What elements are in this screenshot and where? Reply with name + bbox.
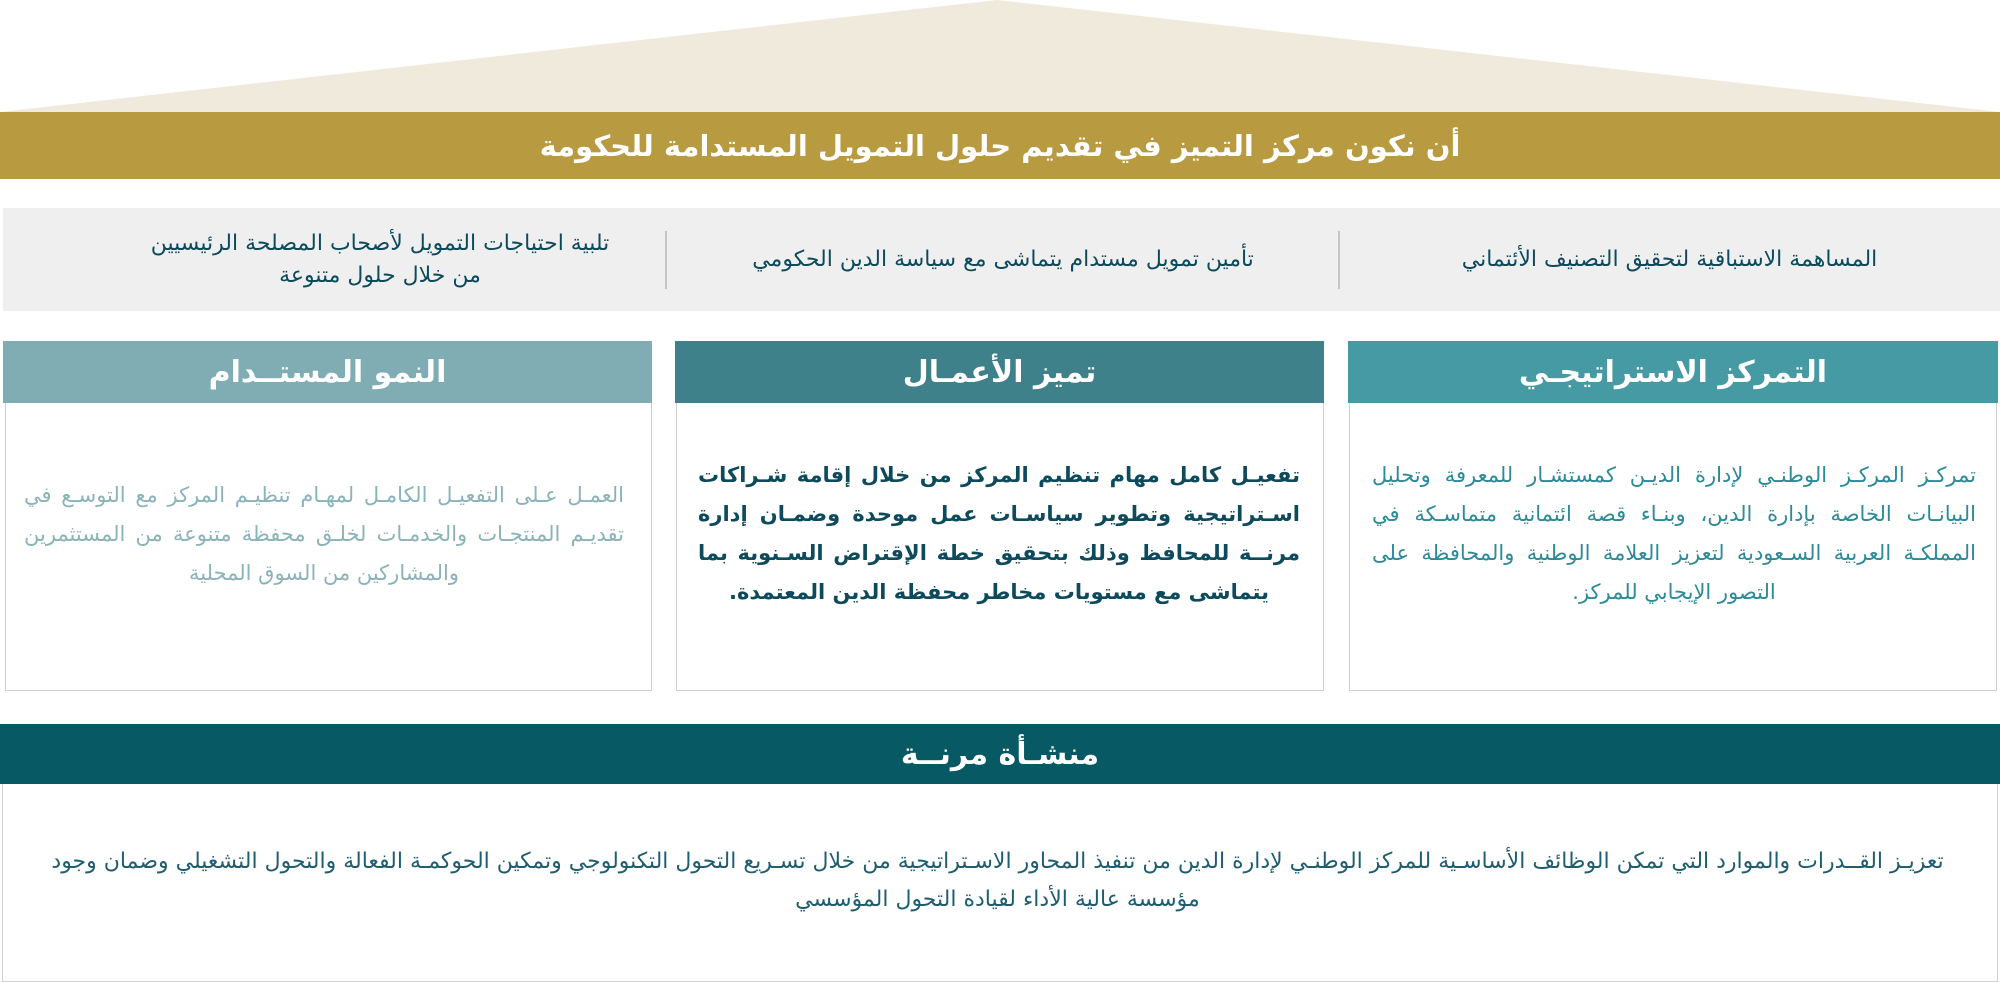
roof-shape [0, 0, 2000, 112]
pillar-strategic-text: تمركـز المركـز الوطنـي لإدارة الديـن كمستشـار للمعرفة وتحليل البيانـات الخاصة بإدارة الدين، وبنـاء قصة ائتمانية متماسـكة في المملكـة العربية السـعودية لتعزيز العلامة الوطنية والمحافظة على التصور الإيجابي للمركز. [1372, 463, 1976, 604]
pillar-excellence-header [675, 341, 1324, 403]
goal-text: المساهمة الاستباقية لتحقيق التصنيف الأئتماني [1461, 246, 1878, 272]
goal-text: تلبية احتياجات التمويل لأصحاب المصلحة الرئيسيين من خلال حلول متنوعة [150, 230, 610, 288]
pillar-excellence-text: تفعيـل كامل مهام تنظيم المركز من خلال إقامة شـراكات اسـتراتيجية وتطوير سياسـات عمل موحدة وضمـان إدارة مرنــة للمحافظ وذلك بتحقيق خطة الإقتراض السـنوية بما يتماشى مع مستويات مخاطر محفظة الدين المعتمدة. [698, 463, 1300, 604]
goals-band [3, 208, 2000, 311]
pillar-title: تميز الأعمـال [902, 354, 1097, 390]
pillar-title: التمركز الاستراتيجـي [1518, 354, 1828, 390]
pillar-title: النمو المستــدام [208, 354, 447, 390]
pillar-strategic-header [1348, 341, 1998, 403]
vision-banner [0, 112, 2000, 179]
goal-item [667, 208, 1339, 311]
foundation-text: تعزيـز القــدرات والموارد التي تمكن الوظائف الأساسـية للمركز الوطنـي لإدارة الدين من تنفيذ المحاور الاسـتراتيجية من خلال تسـريع التحول التكنولوجي وتمكين الحوكمـة الفعالة والتحول التشغيلي وضمان وجود مؤسسة عالية الأداء لقيادة التحول المؤسسي [51, 849, 1944, 912]
goal-item [3, 208, 667, 311]
vision-text: أن نكون مركز التميز في تقديم حلول التمويل المستدامة للحكومة [539, 128, 1461, 163]
foundation-header [0, 724, 2000, 784]
pillar-growth-header [3, 341, 652, 403]
pillar-growth-text: العمـل عـلى التفعيـل الكامـل لمهـام تنظيـم المركز مع التوسـع في تقديـم المنتجـات والخدمـات لخلـق محفظة متنوعة من المستثمرين والمشاركين من السوق المحلية [24, 483, 624, 585]
goal-text: تأمين تمويل مستدام يتماشى مع سياسة الدين الحكومي [752, 246, 1254, 272]
goal-item [1339, 208, 2000, 311]
foundation-title: منشـأة مرنــة [900, 736, 1100, 772]
